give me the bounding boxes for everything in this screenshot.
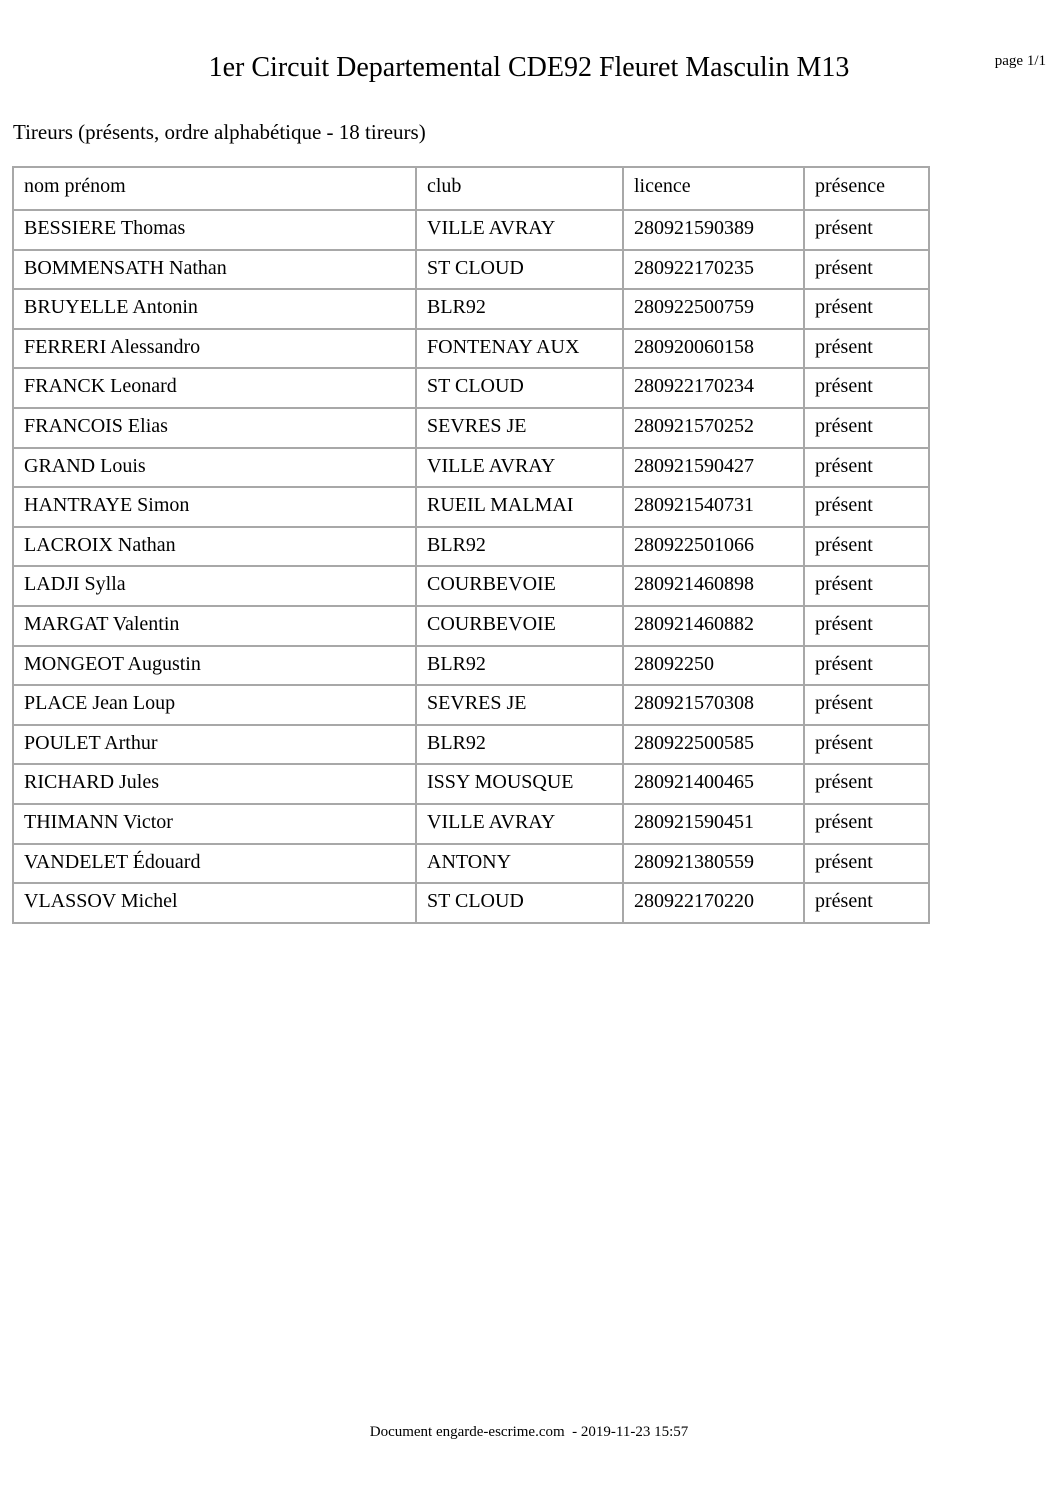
table-row	[13, 725, 929, 765]
cell-club: VILLE AVRAY	[416, 448, 623, 488]
cell-name: FRANCOIS Elias	[13, 408, 416, 448]
table-row	[13, 566, 929, 606]
cell-name: LADJI Sylla	[13, 566, 416, 606]
table-row	[13, 289, 929, 329]
cell-name: BOMMENSATH Nathan	[13, 250, 416, 290]
table-row	[13, 408, 929, 448]
table-row	[13, 883, 929, 923]
column-header-name: nom prénom	[13, 167, 416, 210]
cell-club: SEVRES JE	[416, 408, 623, 448]
table-row	[13, 606, 929, 646]
cell-club: COURBEVOIE	[416, 606, 623, 646]
cell-name: MARGAT Valentin	[13, 606, 416, 646]
cell-licence: 280922170234	[623, 368, 804, 408]
cell-name: HANTRAYE Simon	[13, 487, 416, 527]
cell-name: FERRERI Alessandro	[13, 329, 416, 369]
cell-licence: 280921590427	[623, 448, 804, 488]
cell-licence: 280921460898	[623, 566, 804, 606]
cell-presence: présent	[804, 250, 929, 290]
cell-club: BLR92	[416, 527, 623, 567]
cell-presence: présent	[804, 448, 929, 488]
cell-presence: présent	[804, 368, 929, 408]
fencers-table	[12, 166, 930, 924]
table-row	[13, 804, 929, 844]
cell-licence: 280921570252	[623, 408, 804, 448]
cell-presence: présent	[804, 527, 929, 567]
cell-name: VLASSOV Michel	[13, 883, 416, 923]
cell-name: MONGEOT Augustin	[13, 646, 416, 686]
cell-presence: présent	[804, 487, 929, 527]
table-row	[13, 646, 929, 686]
cell-licence: 280922500585	[623, 725, 804, 765]
cell-licence: 280921540731	[623, 487, 804, 527]
section-subtitle: Tireurs (présents, ordre alphabétique - 18 tireurs)	[13, 120, 426, 144]
cell-club: FONTENAY AUX	[416, 329, 623, 369]
cell-club: VILLE AVRAY	[416, 210, 623, 250]
cell-presence: présent	[804, 883, 929, 923]
cell-club: BLR92	[416, 646, 623, 686]
cell-name: LACROIX Nathan	[13, 527, 416, 567]
cell-presence: présent	[804, 804, 929, 844]
cell-presence: présent	[804, 210, 929, 250]
cell-club: BLR92	[416, 725, 623, 765]
cell-club: RUEIL MALMAI	[416, 487, 623, 527]
cell-licence: 280922170220	[623, 883, 804, 923]
column-header-presence: présence	[804, 167, 929, 210]
cell-licence: 280921400465	[623, 764, 804, 804]
cell-presence: présent	[804, 844, 929, 884]
table-row	[13, 250, 929, 290]
cell-club: ISSY MOUSQUE	[416, 764, 623, 804]
cell-club: ST CLOUD	[416, 883, 623, 923]
cell-presence: présent	[804, 289, 929, 329]
cell-club: ST CLOUD	[416, 368, 623, 408]
table-row	[13, 844, 929, 884]
cell-licence: 280922501066	[623, 527, 804, 567]
cell-presence: présent	[804, 329, 929, 369]
cell-club: ST CLOUD	[416, 250, 623, 290]
cell-licence: 280921570308	[623, 685, 804, 725]
cell-licence: 280922170235	[623, 250, 804, 290]
cell-club: SEVRES JE	[416, 685, 623, 725]
table-row	[13, 368, 929, 408]
cell-licence: 280921380559	[623, 844, 804, 884]
cell-club: BLR92	[416, 289, 623, 329]
cell-presence: présent	[804, 725, 929, 765]
table-row	[13, 487, 929, 527]
cell-presence: présent	[804, 685, 929, 725]
column-header-club: club	[416, 167, 623, 210]
cell-name: BESSIERE Thomas	[13, 210, 416, 250]
table-row	[13, 764, 929, 804]
cell-club: ANTONY	[416, 844, 623, 884]
cell-name: BRUYELLE Antonin	[13, 289, 416, 329]
document-footer: Document engarde-escrime.com - 2019-11-23 15:57	[369, 1424, 689, 1440]
cell-licence: 280921460882	[623, 606, 804, 646]
cell-name: FRANCK Leonard	[13, 368, 416, 408]
cell-name: POULET Arthur	[13, 725, 416, 765]
cell-presence: présent	[804, 764, 929, 804]
table-row	[13, 210, 929, 250]
cell-name: VANDELET Édouard	[13, 844, 416, 884]
cell-name: GRAND Louis	[13, 448, 416, 488]
table-row	[13, 448, 929, 488]
cell-presence: présent	[804, 408, 929, 448]
cell-presence: présent	[804, 646, 929, 686]
cell-presence: présent	[804, 606, 929, 646]
table-row	[13, 527, 929, 567]
cell-club: COURBEVOIE	[416, 566, 623, 606]
cell-presence: présent	[804, 566, 929, 606]
table-row	[13, 685, 929, 725]
cell-name: THIMANN Victor	[13, 804, 416, 844]
cell-licence: 28092250	[623, 646, 804, 686]
table-row	[13, 329, 929, 369]
cell-club: VILLE AVRAY	[416, 804, 623, 844]
column-header-licence: licence	[623, 167, 804, 210]
page-number: page 1/1	[994, 53, 1046, 69]
cell-name: PLACE Jean Loup	[13, 685, 416, 725]
table-header-row	[13, 167, 929, 210]
page-title: 1er Circuit Departemental CDE92 Fleuret Masculin M13	[208, 52, 850, 83]
cell-licence: 280921590389	[623, 210, 804, 250]
cell-licence: 280922500759	[623, 289, 804, 329]
cell-licence: 280921590451	[623, 804, 804, 844]
cell-licence: 280920060158	[623, 329, 804, 369]
cell-name: RICHARD Jules	[13, 764, 416, 804]
